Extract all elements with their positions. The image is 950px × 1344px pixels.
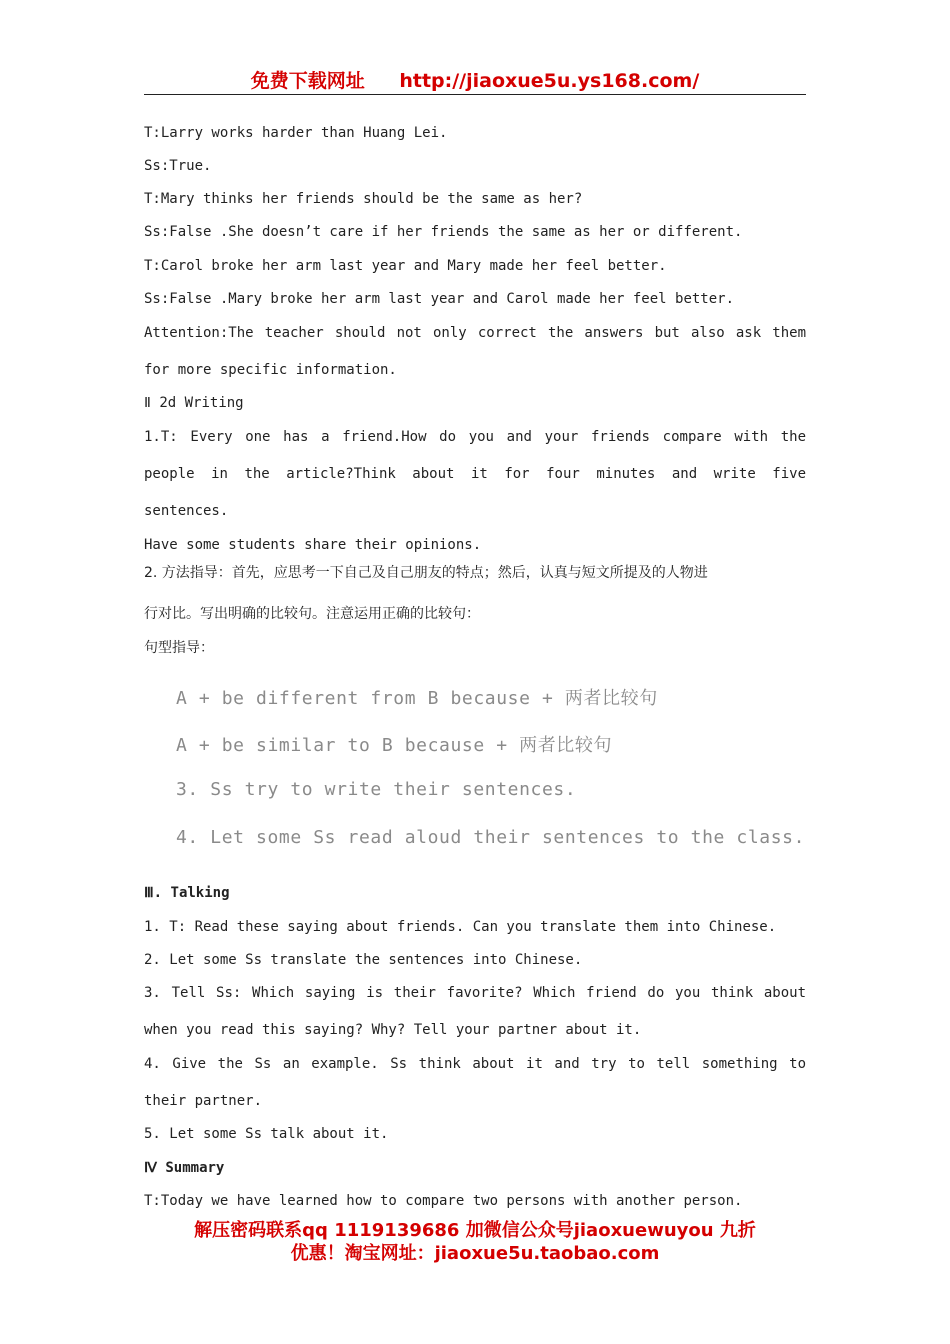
method-guide-cont: 行对比。写出明确的比较句。注意运用正确的比较句： [144, 606, 480, 622]
header-url[interactable]: http://jiaoxue5u.ys168.com/ [399, 70, 700, 92]
section-heading-writing: Ⅱ 2d Writing [144, 395, 244, 411]
dialogue-line: Ss:False .Mary broke her arm last year and Carol made her feel better. [144, 291, 735, 307]
footer-line: 解压密码联系qq 1119139686 加微信公众号jiaoxuewuyou 九折 [194, 1220, 756, 1241]
summary-line: T:Today we have learned how to compare two persons with another person. [144, 1193, 743, 1209]
writing-step: 1.T: Every one has a friend.How do you and your friends compare with the [144, 429, 806, 445]
section-heading-summary: Ⅳ Summary [144, 1160, 225, 1176]
attention-note: Attention:The teacher should not only correct the answers but also ask them [144, 325, 806, 341]
dialogue-line: T:Larry works harder than Huang Lei. [144, 125, 448, 141]
pattern-example: A + be different from B because + 两者比较句 [176, 688, 658, 709]
writing-step: Have some students share their opinions. [144, 537, 482, 553]
pattern-example: A + be similar to B because + 两者比较句 [176, 735, 613, 756]
talking-step: 4. Give the Ss an example. Ss think about it and try to tell something to [144, 1056, 806, 1072]
dialogue-line: Ss:True. [144, 158, 212, 174]
dialogue-line: T:Mary thinks her friends should be the same as her? [144, 191, 583, 207]
dialogue-line: Ss:False .She doesn’t care if her friends the same as her or different. [144, 224, 743, 240]
talking-step: 2. Let some Ss translate the sentences into Chinese. [144, 952, 583, 968]
page-header [144, 66, 806, 95]
section-heading-talking: Ⅲ. Talking [144, 885, 230, 901]
talking-step: 5. Let some Ss talk about it. [144, 1126, 389, 1142]
writing-step: 4. Let some Ss read aloud their sentences to the class. [176, 827, 806, 848]
talking-step: 1. T: Read these saying about friends. Can you translate them into Chinese. [144, 919, 777, 935]
talking-step: 3. Tell Ss: Which saying is their favorite? Which friend do you think about [144, 985, 806, 1001]
writing-step: 3. Ss try to write their sentences. [176, 779, 577, 800]
writing-step-cont: people in the article?Think about it for four minutes and write five [144, 466, 806, 482]
talking-step-cont: when you read this saying? Why? Tell your partner about it. [144, 1022, 642, 1038]
writing-step-cont: sentences. [144, 503, 229, 519]
header-title: 免费下载网址 [250, 70, 365, 92]
attention-note-cont: for more specific information. [144, 362, 397, 378]
talking-step-cont: their partner. [144, 1093, 263, 1109]
footer-line[interactable]: 优惠！淘宝网址：jiaoxue5u.taobao.com [290, 1243, 660, 1264]
method-guide: 2. 方法指导：首先，应思考一下自己及自己朋友的特点；然后，认真与短文所提及的人物进 [144, 565, 708, 581]
dialogue-line: T:Carol broke her arm last year and Mary made her feel better. [144, 258, 667, 274]
pattern-guide-label: 句型指导： [144, 640, 214, 656]
